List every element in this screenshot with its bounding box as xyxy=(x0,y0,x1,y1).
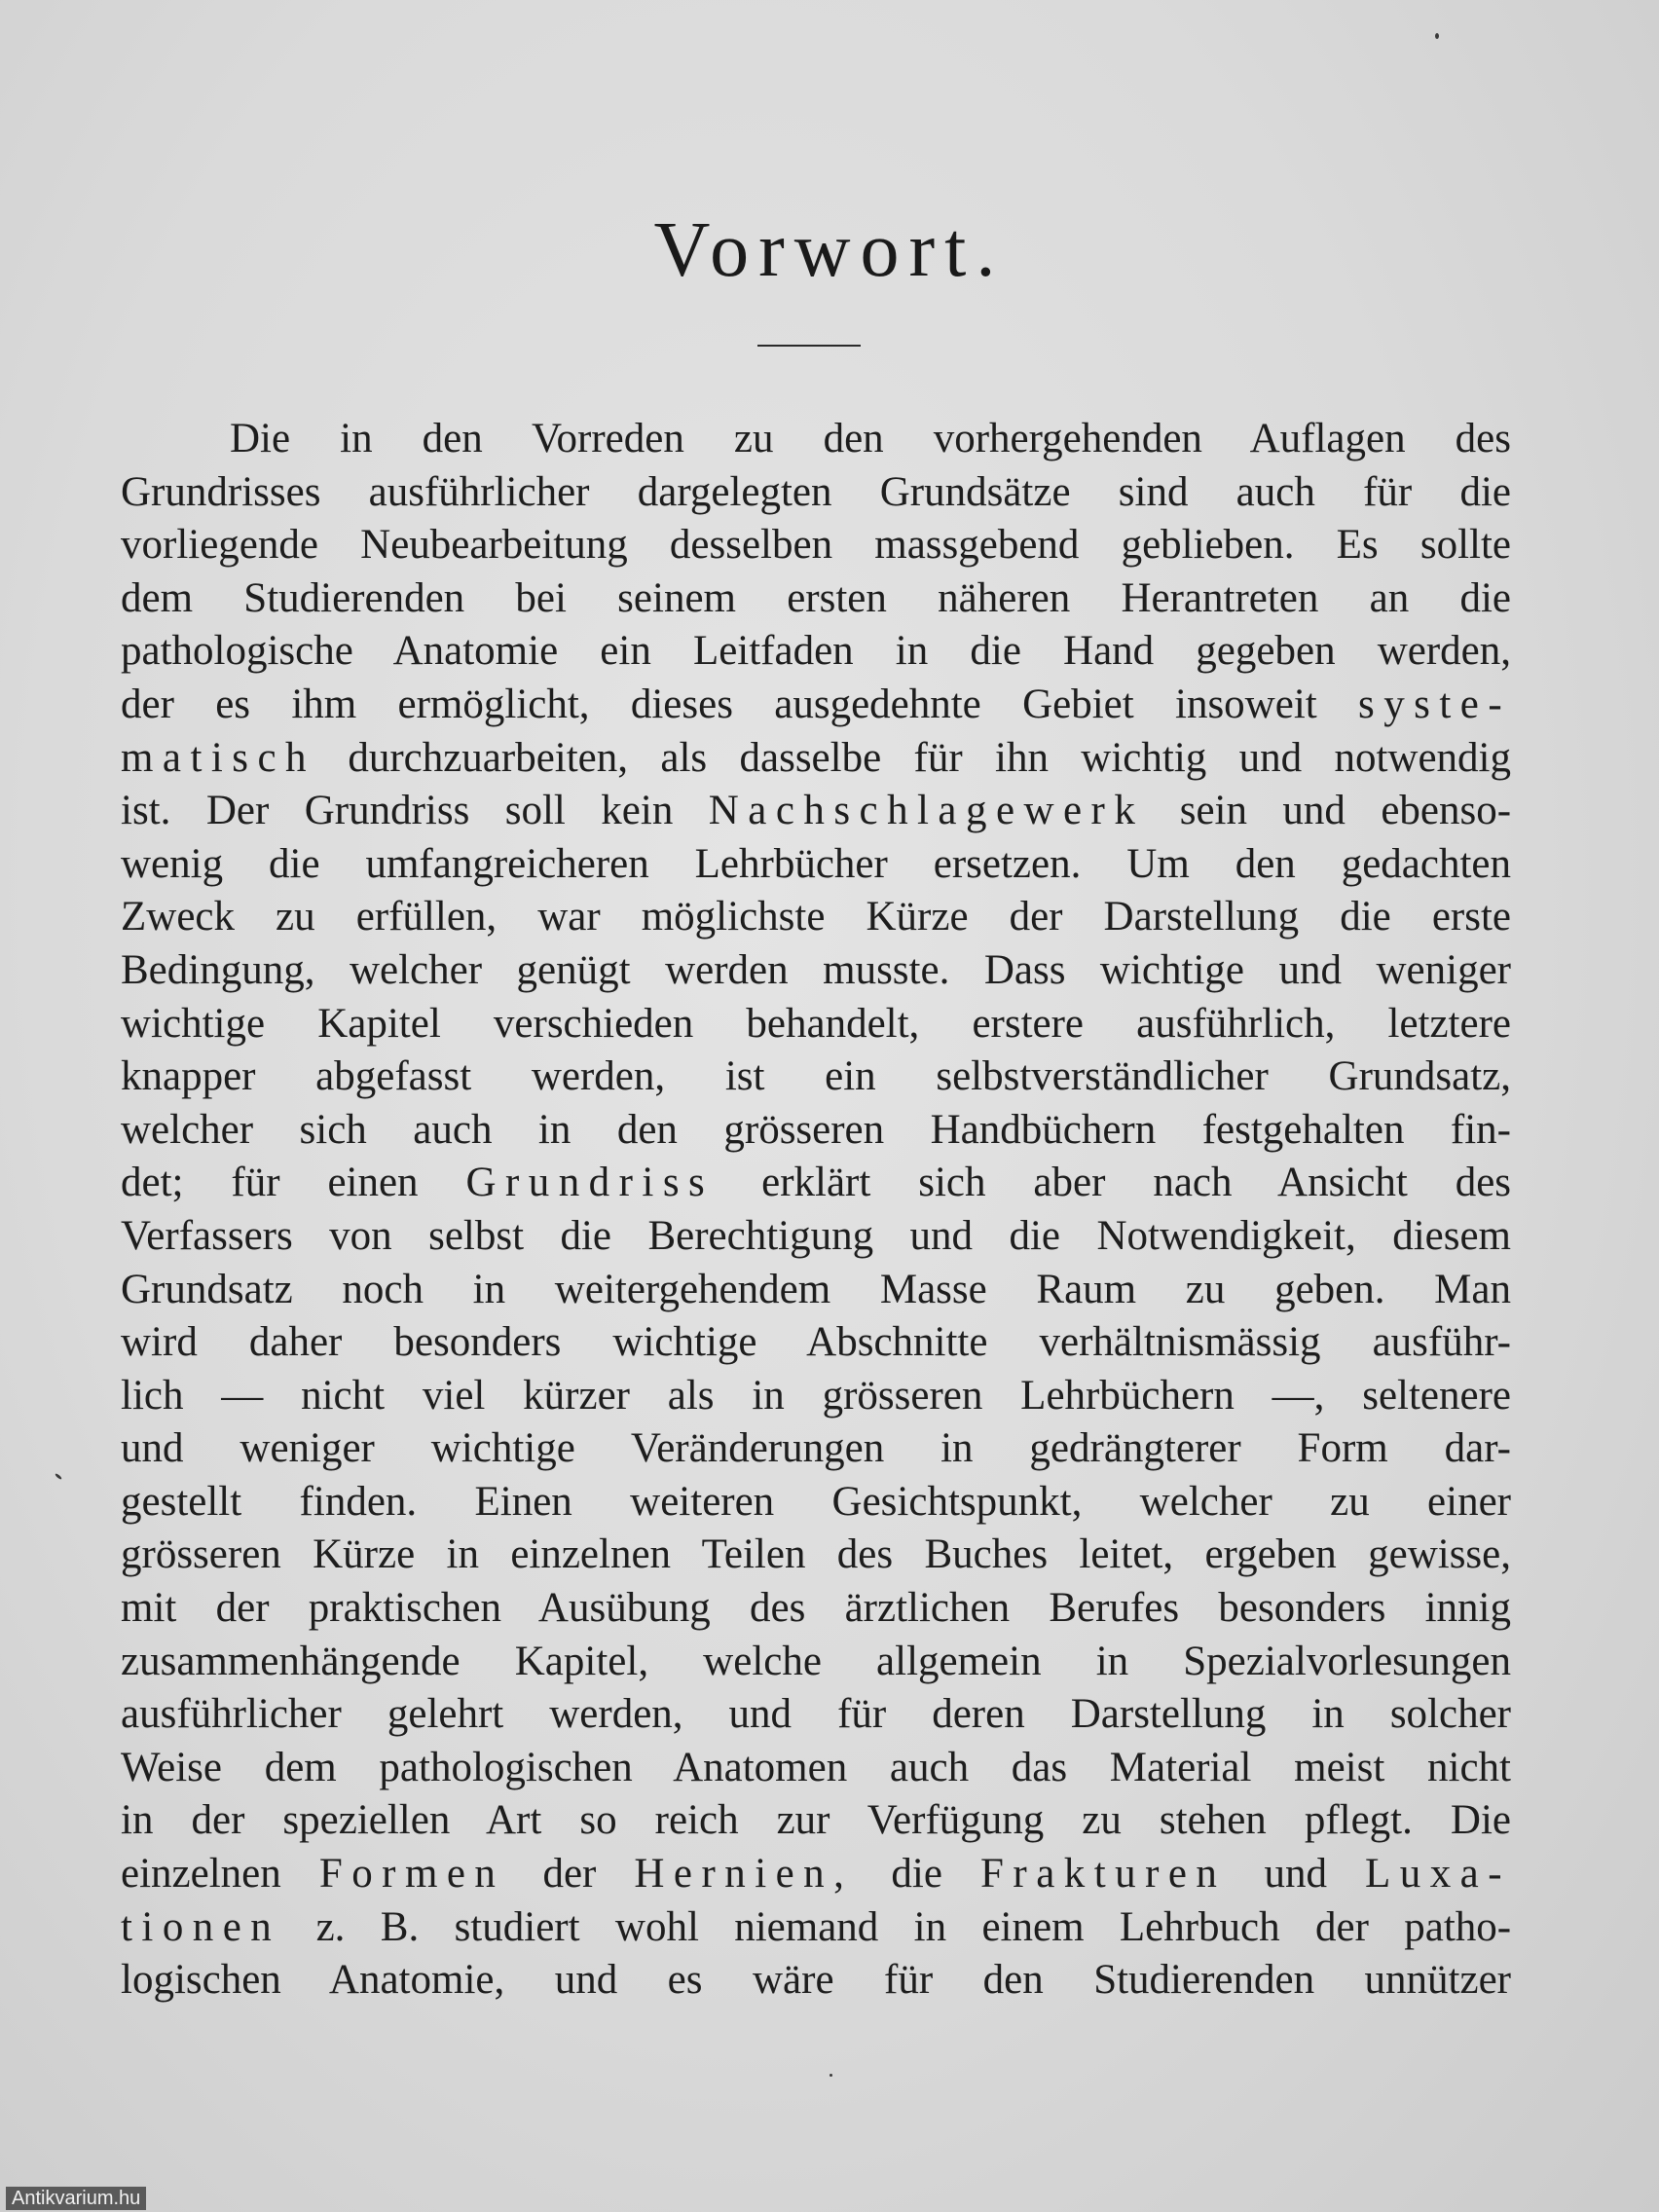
text-line: pathologische Anatomie ein Leitfaden in die Hand gegeben werden, xyxy=(121,628,1511,675)
text-line: Grundrisses ausführlicher dargelegten Grundsätze sind auch für die xyxy=(121,468,1511,515)
spaced-word: Formen xyxy=(318,1851,505,1898)
spaced-word: Nachschlagewerk xyxy=(708,788,1145,834)
paper-speck xyxy=(55,1473,62,1480)
text-line: zusammenhängende Kapitel, welche allgemein in Spezialvorlesungen xyxy=(121,1638,1511,1684)
text-line: det; für einen Grundriss erklärt sich aber nach Ansicht des xyxy=(121,1160,1512,1206)
paper-speck xyxy=(1435,33,1439,39)
text-line: knapper abgefasst werden, ist ein selbstverständlicher Grundsatz, xyxy=(121,1053,1511,1100)
spaced-word: matisch xyxy=(121,734,315,781)
text-line: grösseren Kürze in einzelnen Teilen des Buches leitet, ergeben gewisse, xyxy=(121,1531,1511,1578)
text-line: ausführlicher gelehrt werden, und für deren Darstellung in solcher xyxy=(121,1691,1511,1738)
text-line: wenig die umfangreicheren Lehrbücher ersetzen. Um den gedachten xyxy=(121,840,1511,887)
paper-speck xyxy=(830,2074,832,2077)
text-line: Zweck zu erfüllen, war möglichste Kürze der Darstellung die erste xyxy=(121,894,1511,940)
text-line: mit der praktischen Ausübung des ärztlichen Berufes besonders innig xyxy=(121,1585,1511,1632)
text-line: wird daher besonders wichtige Abschnitte verhältnismässig ausführ- xyxy=(121,1319,1511,1366)
text-line: der es ihm ermöglicht, dieses ausgedehnte Gebiet insoweit syste- xyxy=(121,681,1512,727)
text-line: tionen z. B. studiert wohl niemand in einem Lehrbuch der patho- xyxy=(121,1903,1512,1950)
title-divider xyxy=(757,345,861,347)
text-line: Verfassers von selbst die Berechtigung und die Notwendigkeit, diesem xyxy=(121,1212,1511,1259)
text-line: logischen Anatomie, und es wäre für den Studierenden unnützer xyxy=(121,1957,1511,2004)
text-line: dem Studierenden bei seinem ersten näheren Herantreten an die xyxy=(121,574,1511,621)
text-line: Bedingung, welcher genügt werden musste. Dass wichtige und weniger xyxy=(121,946,1511,993)
text-line: gestellt finden. Einen weiteren Gesichtspunkt, welcher zu einer xyxy=(121,1478,1511,1525)
text-line: in der speziellen Art so reich zur Verfügung zu stehen pflegt. Die xyxy=(121,1797,1511,1844)
spaced-word: Frakturen xyxy=(980,1851,1227,1898)
spaced-word: Grundriss xyxy=(465,1160,715,1206)
text-line: Die in den Vorreden zu den vorhergehenden Auflagen des xyxy=(230,416,1511,461)
spaced-word: Luxa- xyxy=(1365,1851,1511,1898)
text-line: vorliegende Neubearbeitung desselben massgebend geblieben. Es sollte xyxy=(121,522,1511,569)
spaced-word: Hernien, xyxy=(634,1851,854,1898)
text-line: Grundsatz noch in weitergehendem Masse Raum zu geben. Man xyxy=(121,1266,1511,1312)
text-line: und weniger wichtige Veränderungen in gedrängterer Form dar- xyxy=(121,1425,1511,1472)
text-line: ist. Der Grundriss soll kein Nachschlagewerk sein und ebenso- xyxy=(121,788,1512,834)
text-line: Weise dem pathologischen Anatomen auch das Material meist nicht xyxy=(121,1744,1511,1790)
preface-text xyxy=(121,413,1511,2008)
text-line: einzelnen Formen der Hernien, die Frakturen und Luxa- xyxy=(121,1851,1511,1898)
spaced-word: tionen xyxy=(121,1903,281,1950)
spaced-word: syste- xyxy=(1358,681,1512,727)
text-line: wichtige Kapitel verschieden behandelt, erstere ausführlich, letztere xyxy=(121,1000,1511,1047)
text-line: matisch durchzuarbeiten, als dasselbe für ihn wichtig und notwendig xyxy=(121,734,1512,781)
watermark: Antikvarium.hu xyxy=(6,2187,146,2210)
page-title: Vorwort. xyxy=(653,207,1006,293)
text-line: welcher sich auch in den grösseren Handbüchern festgehalten fin- xyxy=(121,1106,1511,1153)
text-line: lich — nicht viel kürzer als in grösseren Lehrbüchern —, seltenere xyxy=(121,1372,1511,1419)
